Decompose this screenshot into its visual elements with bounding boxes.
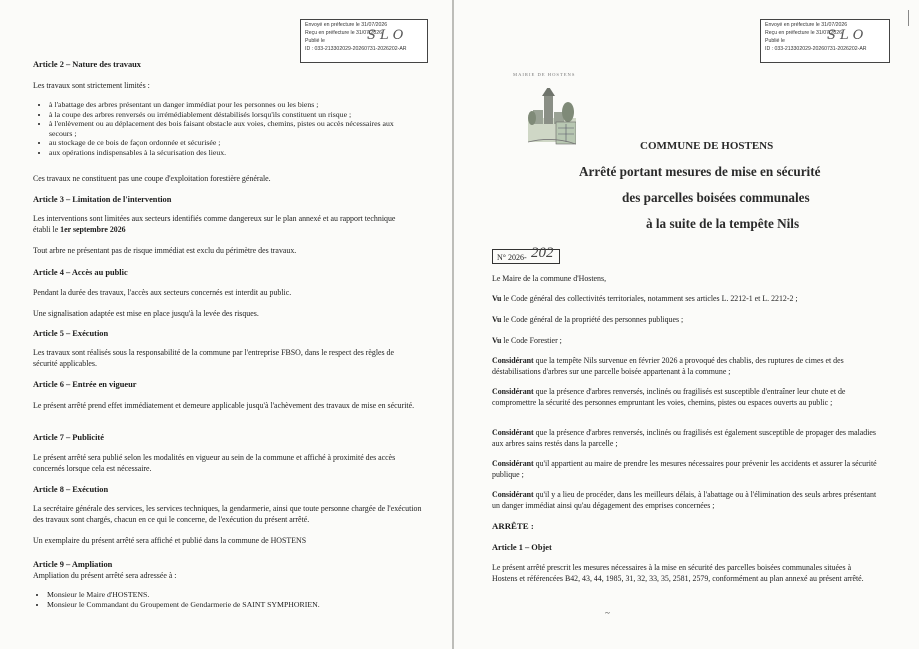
considerant-text: que la tempête Nils survenue en février 2026 a provoqué des chablis, des ruptures de cimes et des déstabilisations d'arbres sur une parcelle boisée appartenant à la commune ; bbox=[492, 356, 844, 376]
stamp-line: ID : 033-213302029-20260731-2026202-AR bbox=[765, 46, 867, 52]
article-2-outro: Ces travaux ne constituent pas une coupe d'exploitation forestière générale. bbox=[33, 174, 271, 183]
vu-lead: Vu bbox=[492, 336, 502, 345]
article-3-date: 1er septembre 2026 bbox=[60, 224, 126, 234]
article-8-heading: Article 8 – Exécution bbox=[33, 485, 109, 494]
article-9-heading: Article 9 – Ampliation bbox=[33, 560, 113, 569]
article-4-paragraph-1: Pendant la durée des travaux, l'accès aux secteurs concernés est interdit au public. bbox=[33, 288, 292, 297]
prefecture-stamp-left bbox=[300, 19, 428, 63]
considerant-text: que la présence d'arbres renversés, inclinés ou fragilisés est également susceptible de propager des maladies aux arbres sains restés dans la parcelle ; bbox=[492, 428, 876, 448]
scan-edge-mark bbox=[908, 10, 909, 26]
article-1-heading: Article 1 – Objet bbox=[492, 543, 552, 552]
list-item: • au stockage de ce bois de façon ordonnée et sécurisée ; bbox=[49, 138, 429, 148]
vu-text: le Code Forestier ; bbox=[501, 336, 562, 345]
considerant-text: qu'il y a lieu de procéder, dans les meilleurs délais, à l'abattage ou à l'élimination des seuls arbres présentant un danger immédiat ainsi qu'au dégagement des emprises concernées ; bbox=[492, 490, 877, 510]
stamp-line: Envoyé en préfecture le 31/07/2026 bbox=[765, 22, 848, 28]
article-1-paragraph: Le présent arrêté prescrit les mesures nécessaires à la mise en sécurité des parcelles boisées communales situées à Hostens et référencées B42, 43, 44, 1985, 31, 32, 33, 35, 2581, 2579, conformément au plan annexé au présent arrêté. bbox=[492, 563, 864, 583]
article-9-list bbox=[33, 590, 447, 609]
considerant-paragraph-3 bbox=[492, 428, 882, 449]
arrete-title-line-1: Arrêté portant mesures de mise en sécurité bbox=[579, 164, 821, 179]
considerant-paragraph-5 bbox=[492, 490, 882, 511]
stamp-line: Reçu en préfecture le 31/07/2026 bbox=[765, 30, 843, 36]
list-item: • aux opérations indispensables à la sécurisation des lieux. bbox=[49, 148, 429, 158]
arrete-number-handwritten: 202 bbox=[531, 245, 554, 261]
considerant-lead: Considérant bbox=[492, 490, 534, 499]
stamp-line: Reçu en préfecture le 31/07/2026 bbox=[305, 30, 383, 36]
considerant-paragraph-1 bbox=[492, 356, 882, 377]
stamp-signature: S L O bbox=[827, 28, 864, 43]
article-2-list bbox=[35, 100, 429, 158]
stamp-line: Envoyé en préfecture le 31/07/2026 bbox=[305, 22, 388, 28]
article-6-paragraph: Le présent arrêté prend effet immédiatement et demeure applicable jusqu'à l'achèvement des travaux de mise en sécurité. bbox=[33, 401, 415, 410]
article-4-heading: Article 4 – Accès au public bbox=[33, 268, 128, 277]
arrete-heading: ARRÊTE : bbox=[492, 521, 534, 531]
article-2-intro: Les travaux sont strictement limités : bbox=[33, 81, 150, 90]
article-3-text: Les interventions sont limitées aux secteurs identifiés comme dangereux sur le plan annexé et au rapport technique établi le bbox=[33, 214, 396, 234]
vu-text: le Code général des collectivités territoriales, notamment ses articles L. 2212-1 et L. 2212-2 ; bbox=[501, 294, 798, 303]
considerant-lead: Considérant bbox=[492, 428, 534, 437]
list-item: • Monsieur le Maire d'HOSTENS. bbox=[47, 590, 447, 600]
vu-paragraph-1 bbox=[492, 294, 798, 305]
article-6-heading: Article 6 – Entrée en vigueur bbox=[33, 380, 137, 389]
article-2-heading: Article 2 – Nature des travaux bbox=[33, 60, 141, 69]
list-item: • à l'enlèvement ou au déplacement des bois faisant obstacle aux voies, chemins, pistes ou accès nécessaires aux secours ; bbox=[49, 119, 409, 138]
list-item: • Monsieur le Commandant du Groupement de Gendarmerie de SAINT SYMPHORIEN. bbox=[47, 600, 447, 610]
article-8-paragraph-2: Un exemplaire du présent arrêté sera affiché et publié dans la commune de HOSTENS bbox=[33, 536, 307, 545]
arrete-title-line-2: des parcelles boisées communales bbox=[622, 190, 810, 205]
article-9-intro: Ampliation du présent arrêté sera adressée à : bbox=[33, 571, 177, 580]
article-8-paragraph-1: La secrétaire générale des services, les services techniques, la gendarmerie, ainsi que toute personne chargée de l'exécution des travaux sont chargés, chacun en ce qui le concerne, de l'exécution du présent arrêté. bbox=[33, 504, 422, 524]
article-7-heading: Article 7 – Publicité bbox=[33, 433, 104, 442]
considerant-lead: Considérant bbox=[492, 459, 534, 468]
arrete-number-label: N° 2026- bbox=[497, 253, 527, 262]
article-7-paragraph: Le présent arrêté sera publié selon les modalités en vigueur au sein de la commune et affiché à proximité des accès concernés lorsque cela est nécessaire. bbox=[33, 453, 396, 473]
stamp-signature: S L O bbox=[367, 28, 404, 43]
considerant-text: qu'il appartient au maire de prendre les mesures nécessaires pour prévenir les accidents et assurer la sécurité publique ; bbox=[492, 459, 877, 479]
article-5-heading: Article 5 – Exécution bbox=[33, 329, 109, 338]
commune-title: COMMUNE DE HOSTENS bbox=[640, 140, 774, 152]
article-5-paragraph: Les travaux sont réalisés sous la responsabilité de la commune par l'entreprise FBSO, dans le respect des règles de sécurité applicables. bbox=[33, 348, 395, 368]
maire-line: Le Maire de la commune d'Hostens, bbox=[492, 274, 607, 283]
vu-paragraph-3 bbox=[492, 336, 562, 347]
list-item: • à l'abattage des arbres présentant un danger immédiat pour les personnes ou les biens ; bbox=[49, 100, 429, 110]
article-3-heading: Article 3 – Limitation de l'intervention bbox=[33, 195, 172, 204]
vu-paragraph-2 bbox=[492, 315, 683, 326]
article-4-paragraph-2: Une signalisation adaptée est mise en place jusqu'à la levée des risques. bbox=[33, 309, 259, 318]
crest-caption: MAIRIE DE HOSTENS bbox=[513, 72, 576, 77]
considerant-paragraph-4 bbox=[492, 459, 882, 480]
article-3-paragraph-1 bbox=[33, 214, 413, 235]
considerant-text: que la présence d'arbres renversés, inclinés ou fragilisés est susceptible d'entraîner leur chute et de compromettre la sécurité des personnes empruntant les voies, chemins, pistes ou espaces ouverts au public ; bbox=[492, 387, 846, 407]
stamp-line: Publié le bbox=[765, 38, 785, 44]
vu-lead: Vu bbox=[492, 294, 502, 303]
vu-lead: Vu bbox=[492, 315, 502, 324]
prefecture-stamp-right bbox=[760, 19, 890, 63]
town-crest-logo bbox=[528, 88, 576, 148]
list-item: • à la coupe des arbres renversés ou irrémédiablement déstabilisés lorsqu'ils constituent un risque ; bbox=[49, 110, 429, 120]
stamp-line: ID : 033-213302029-20260731-2026202-AR bbox=[305, 46, 407, 52]
stamp-line: Publié le bbox=[305, 38, 325, 44]
margin-mark: ~ bbox=[605, 608, 610, 618]
arrete-number-box bbox=[492, 245, 560, 264]
considerant-paragraph-2 bbox=[492, 387, 882, 408]
vu-text: le Code général de la propriété des personnes publiques ; bbox=[501, 315, 684, 324]
considerant-lead: Considérant bbox=[492, 356, 534, 365]
left-page bbox=[0, 0, 452, 649]
arrete-title-line-3: à la suite de la tempête Nils bbox=[646, 216, 800, 231]
article-3-paragraph-2: Tout arbre ne présentant pas de risque immédiat est exclu du périmètre des travaux. bbox=[33, 246, 297, 255]
considerant-lead: Considérant bbox=[492, 387, 534, 396]
